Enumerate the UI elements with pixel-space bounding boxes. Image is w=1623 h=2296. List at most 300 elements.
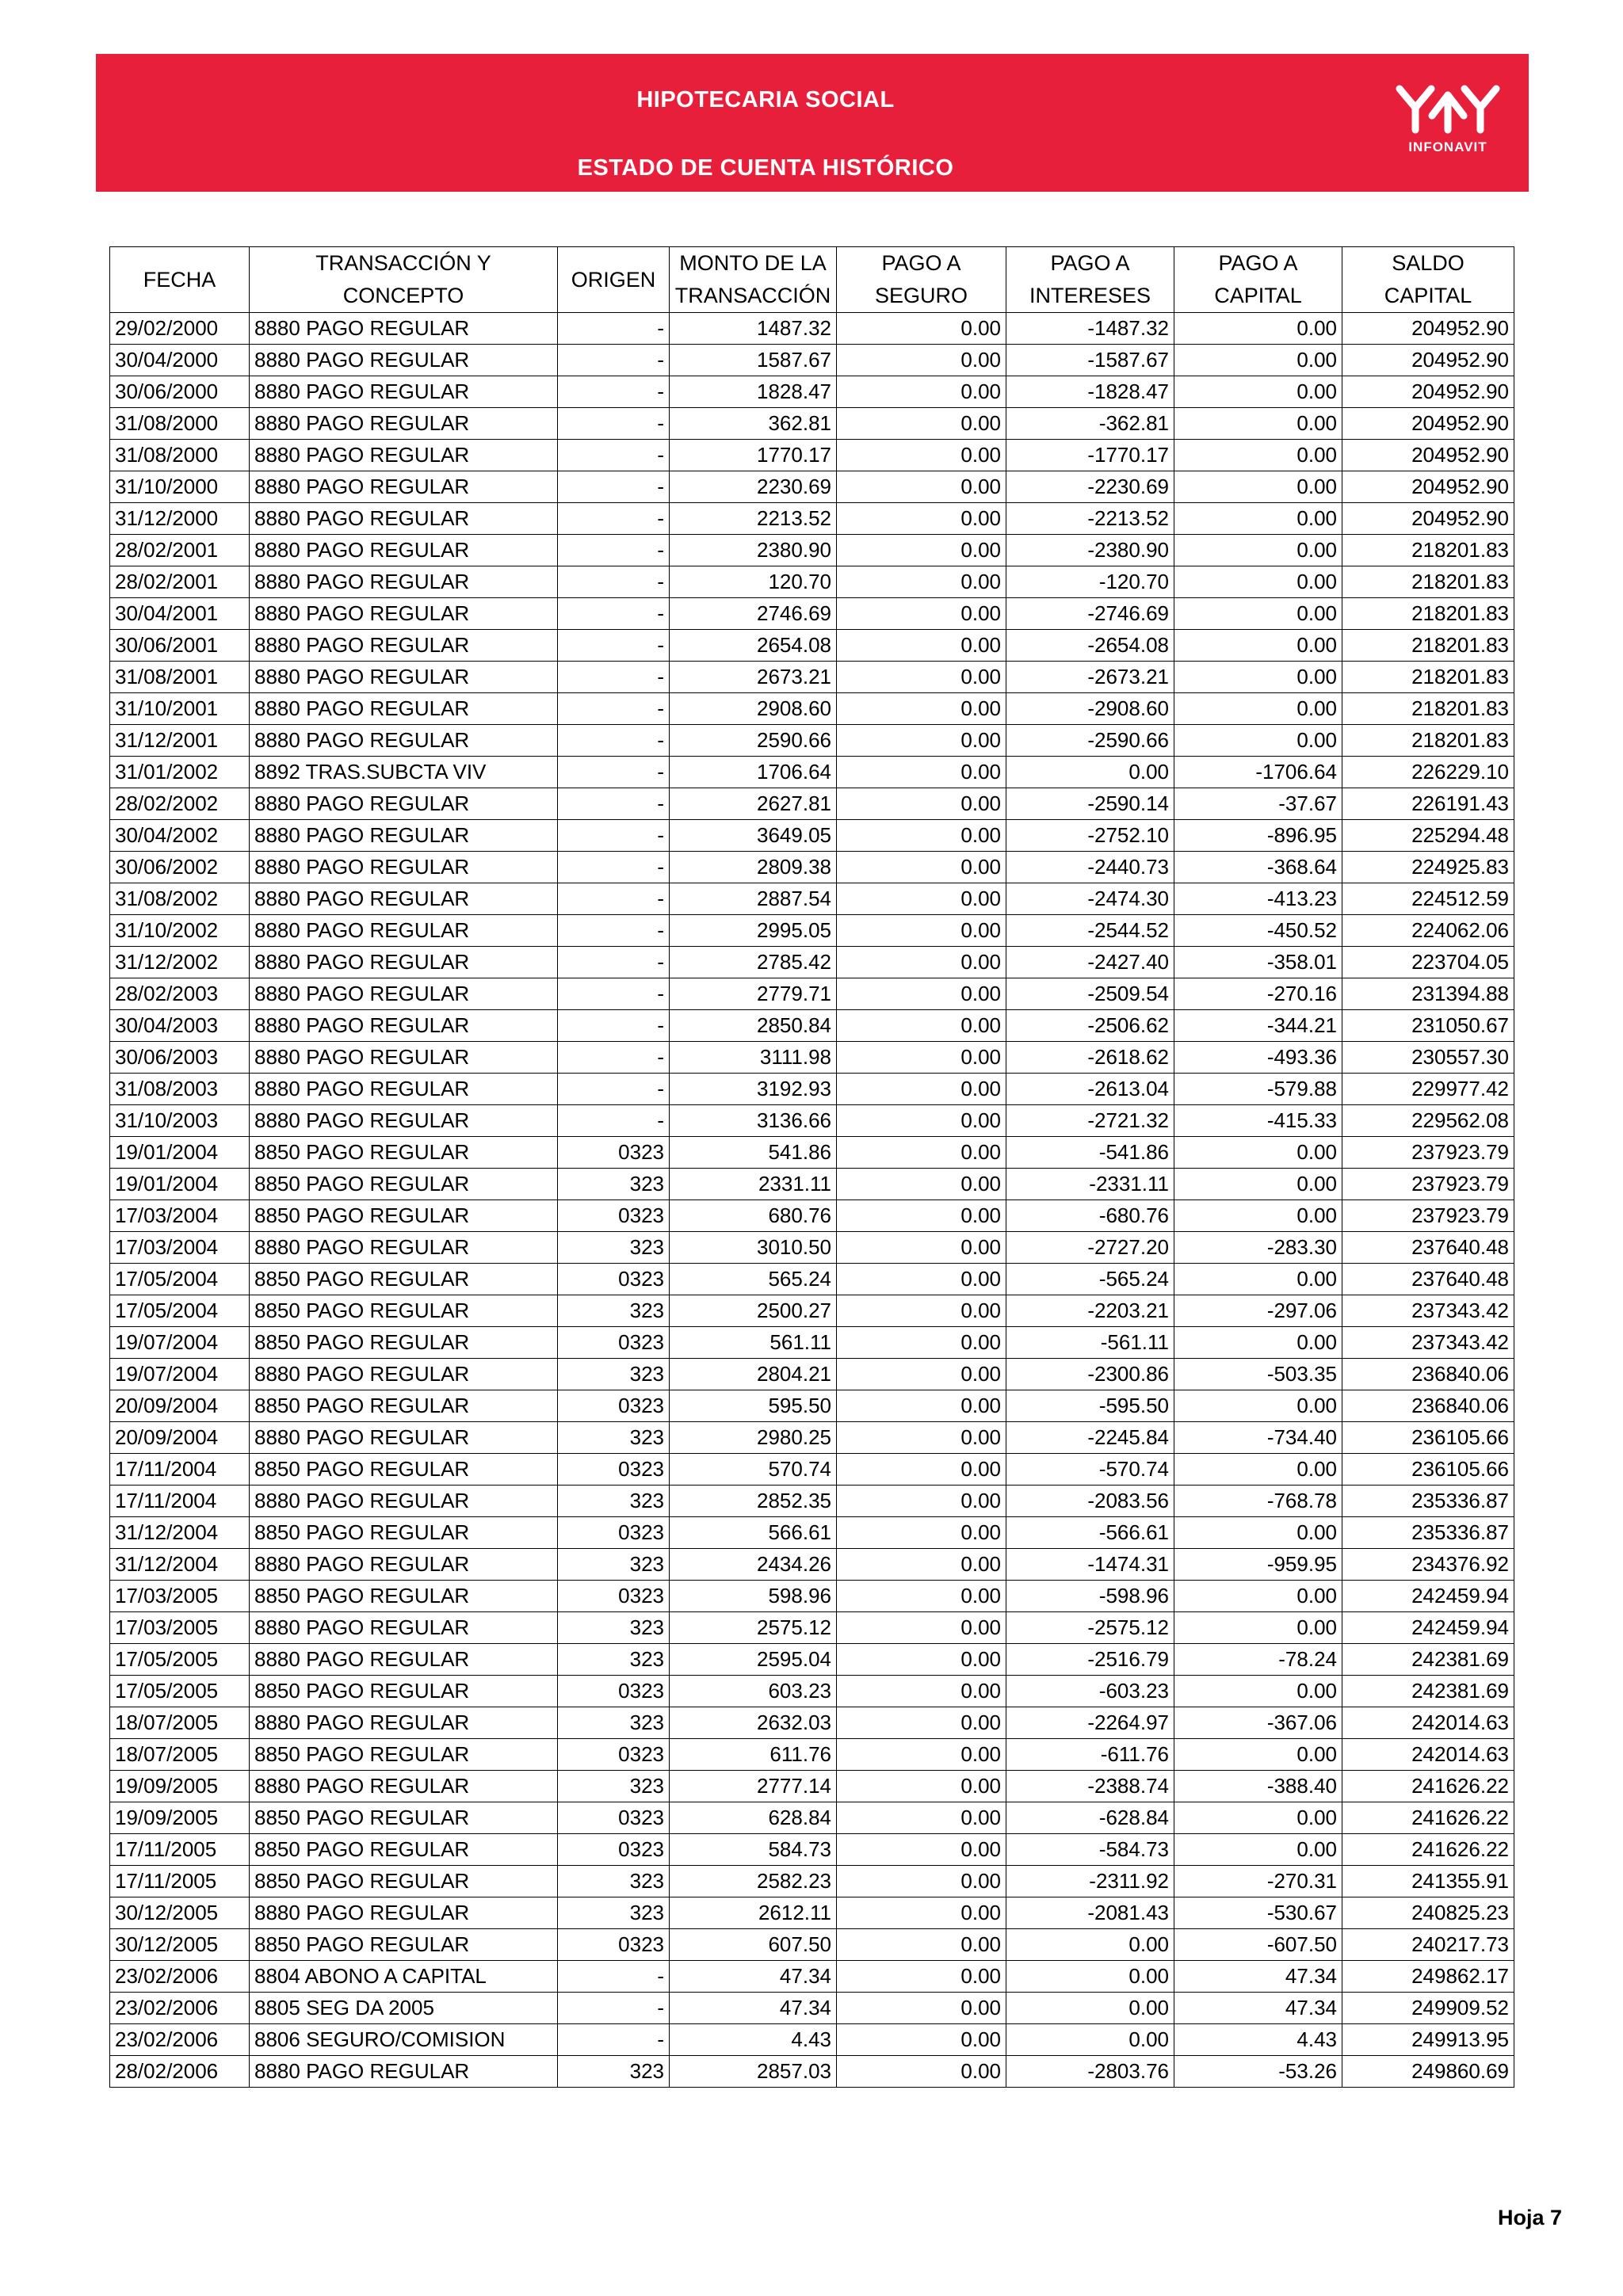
cell-fecha: 18/07/2005 <box>110 1739 250 1771</box>
cell-origen: - <box>558 535 670 566</box>
cell-pago-capital: -415.33 <box>1174 1105 1342 1137</box>
cell-pago-seguro: 0.00 <box>837 2024 1006 2056</box>
cell-pago-seguro: 0.00 <box>837 693 1006 725</box>
cell-pago-seguro: 0.00 <box>837 1390 1006 1422</box>
cell-saldo-capital: 225294.48 <box>1342 820 1514 852</box>
cell-pago-intereses: -2083.56 <box>1006 1486 1174 1517</box>
cell-pago-seguro: 0.00 <box>837 630 1006 662</box>
cell-monto-transaccion: 2779.71 <box>670 978 837 1010</box>
cell-transaccion-concepto: 8880 PAGO REGULAR <box>250 598 558 630</box>
cell-pago-intereses: -595.50 <box>1006 1390 1174 1422</box>
table-row <box>110 1802 1514 1834</box>
cell-fecha: 20/09/2004 <box>110 1422 250 1454</box>
cell-saldo-capital: 229562.08 <box>1342 1105 1514 1137</box>
cell-pago-intereses: -1828.47 <box>1006 376 1174 408</box>
table-row <box>110 662 1514 693</box>
cell-saldo-capital: 235336.87 <box>1342 1486 1514 1517</box>
cell-monto-transaccion: 566.61 <box>670 1517 837 1549</box>
cell-monto-transaccion: 2612.11 <box>670 1897 837 1929</box>
cell-transaccion-concepto: 8850 PAGO REGULAR <box>250 1581 558 1612</box>
cell-saldo-capital: 204952.90 <box>1342 503 1514 535</box>
cell-pago-intereses: -2618.62 <box>1006 1042 1174 1074</box>
cell-origen: - <box>558 471 670 503</box>
cell-transaccion-concepto: 8880 PAGO REGULAR <box>250 1707 558 1739</box>
cell-pago-seguro: 0.00 <box>837 1771 1006 1802</box>
cell-fecha: 30/04/2002 <box>110 820 250 852</box>
cell-transaccion-concepto: 8850 PAGO REGULAR <box>250 1390 558 1422</box>
cell-origen: 0323 <box>558 1929 670 1961</box>
cell-pago-intereses: -1770.17 <box>1006 440 1174 471</box>
cell-origen: 323 <box>558 1771 670 1802</box>
cell-pago-seguro: 0.00 <box>837 408 1006 440</box>
cell-transaccion-concepto: 8850 PAGO REGULAR <box>250 1454 558 1486</box>
cell-fecha: 31/08/2001 <box>110 662 250 693</box>
cell-pago-seguro: 0.00 <box>837 566 1006 598</box>
cell-fecha: 28/02/2001 <box>110 566 250 598</box>
cell-fecha: 17/05/2004 <box>110 1295 250 1327</box>
cell-monto-transaccion: 362.81 <box>670 408 837 440</box>
cell-pago-seguro: 0.00 <box>837 1834 1006 1866</box>
cell-pago-intereses: -2803.76 <box>1006 2056 1174 2088</box>
cell-saldo-capital: 234376.92 <box>1342 1549 1514 1581</box>
cell-fecha: 17/05/2005 <box>110 1644 250 1676</box>
cell-monto-transaccion: 47.34 <box>670 1993 837 2024</box>
cell-origen: 323 <box>558 1897 670 1929</box>
cell-fecha: 23/02/2006 <box>110 2024 250 2056</box>
cell-transaccion-concepto: 8880 PAGO REGULAR <box>250 535 558 566</box>
cell-saldo-capital: 237640.48 <box>1342 1264 1514 1295</box>
cell-pago-intereses: -2673.21 <box>1006 662 1174 693</box>
cell-fecha: 17/03/2004 <box>110 1200 250 1232</box>
cell-fecha: 31/08/2002 <box>110 883 250 915</box>
cell-fecha: 31/12/2004 <box>110 1549 250 1581</box>
table-row <box>110 757 1514 788</box>
cell-pago-capital: 0.00 <box>1174 1200 1342 1232</box>
column-header-monto-transaccion <box>670 247 837 313</box>
cell-transaccion-concepto: 8850 PAGO REGULAR <box>250 1200 558 1232</box>
cell-transaccion-concepto: 8880 PAGO REGULAR <box>250 1897 558 1929</box>
cell-pago-intereses: -2590.14 <box>1006 788 1174 820</box>
cell-origen: - <box>558 1993 670 2024</box>
cell-origen: - <box>558 1961 670 1993</box>
cell-origen: - <box>558 630 670 662</box>
table-header-row <box>110 247 1514 313</box>
cell-pago-capital: 0.00 <box>1174 1137 1342 1169</box>
cell-pago-seguro: 0.00 <box>837 1802 1006 1834</box>
column-header-line1: PAGO A <box>1050 251 1130 275</box>
table-row <box>110 1105 1514 1137</box>
cell-pago-capital: -503.35 <box>1174 1359 1342 1390</box>
column-header-pago-intereses <box>1006 247 1174 313</box>
cell-pago-capital: 0.00 <box>1174 345 1342 376</box>
cell-pago-capital: 0.00 <box>1174 440 1342 471</box>
cell-origen: 0323 <box>558 1454 670 1486</box>
table-row <box>110 1644 1514 1676</box>
table-row <box>110 1581 1514 1612</box>
cell-monto-transaccion: 2434.26 <box>670 1549 837 1581</box>
cell-transaccion-concepto: 8880 PAGO REGULAR <box>250 630 558 662</box>
cell-saldo-capital: 226229.10 <box>1342 757 1514 788</box>
cell-pago-capital: -368.64 <box>1174 852 1342 883</box>
cell-monto-transaccion: 3111.98 <box>670 1042 837 1074</box>
cell-monto-transaccion: 2595.04 <box>670 1644 837 1676</box>
page-number: Hoja 7 <box>1498 2206 1563 2229</box>
cell-fecha: 31/12/2000 <box>110 503 250 535</box>
cell-transaccion-concepto: 8850 PAGO REGULAR <box>250 1929 558 1961</box>
cell-transaccion-concepto: 8850 PAGO REGULAR <box>250 1834 558 1866</box>
cell-pago-intereses: 0.00 <box>1006 757 1174 788</box>
cell-pago-intereses: -2516.79 <box>1006 1644 1174 1676</box>
cell-origen: - <box>558 313 670 345</box>
cell-pago-intereses: -2440.73 <box>1006 852 1174 883</box>
cell-pago-seguro: 0.00 <box>837 1010 1006 1042</box>
cell-pago-intereses: -1474.31 <box>1006 1549 1174 1581</box>
cell-fecha: 17/11/2005 <box>110 1866 250 1897</box>
cell-pago-capital: 0.00 <box>1174 1834 1342 1866</box>
cell-pago-intereses: -584.73 <box>1006 1834 1174 1866</box>
cell-saldo-capital: 224062.06 <box>1342 915 1514 947</box>
cell-fecha: 17/03/2005 <box>110 1612 250 1644</box>
cell-saldo-capital: 237343.42 <box>1342 1327 1514 1359</box>
cell-pago-seguro: 0.00 <box>837 725 1006 757</box>
cell-pago-intereses: -2388.74 <box>1006 1771 1174 1802</box>
cell-pago-seguro: 0.00 <box>837 2056 1006 2088</box>
cell-pago-intereses: -120.70 <box>1006 566 1174 598</box>
cell-pago-capital: 0.00 <box>1174 662 1342 693</box>
cell-pago-capital: 0.00 <box>1174 376 1342 408</box>
cell-monto-transaccion: 2852.35 <box>670 1486 837 1517</box>
cell-monto-transaccion: 2500.27 <box>670 1295 837 1327</box>
cell-saldo-capital: 237343.42 <box>1342 1295 1514 1327</box>
cell-saldo-capital: 204952.90 <box>1342 471 1514 503</box>
cell-monto-transaccion: 2632.03 <box>670 1707 837 1739</box>
cell-pago-capital: 0.00 <box>1174 313 1342 345</box>
cell-pago-capital: 0.00 <box>1174 566 1342 598</box>
cell-pago-seguro: 0.00 <box>837 1897 1006 1929</box>
cell-transaccion-concepto: 8880 PAGO REGULAR <box>250 947 558 978</box>
cell-saldo-capital: 218201.83 <box>1342 693 1514 725</box>
column-header-line1: SALDO <box>1392 251 1465 275</box>
cell-origen: 0323 <box>558 1739 670 1771</box>
table-row <box>110 535 1514 566</box>
cell-monto-transaccion: 607.50 <box>670 1929 837 1961</box>
cell-pago-intereses: -570.74 <box>1006 1454 1174 1486</box>
cell-fecha: 30/06/2002 <box>110 852 250 883</box>
table-row <box>110 1010 1514 1042</box>
cell-monto-transaccion: 2673.21 <box>670 662 837 693</box>
table-row <box>110 1264 1514 1295</box>
cell-origen: - <box>558 566 670 598</box>
table-row <box>110 2056 1514 2088</box>
cell-fecha: 23/02/2006 <box>110 1961 250 1993</box>
cell-pago-intereses: -2506.62 <box>1006 1010 1174 1042</box>
cell-origen: 0323 <box>558 1834 670 1866</box>
cell-pago-capital: 0.00 <box>1174 1802 1342 1834</box>
cell-pago-intereses: -2380.90 <box>1006 535 1174 566</box>
cell-saldo-capital: 249860.69 <box>1342 2056 1514 2088</box>
cell-pago-intereses: -2721.32 <box>1006 1105 1174 1137</box>
table-row <box>110 788 1514 820</box>
cell-saldo-capital: 242014.63 <box>1342 1739 1514 1771</box>
cell-origen: 0323 <box>558 1264 670 1295</box>
cell-pago-intereses: -541.86 <box>1006 1137 1174 1169</box>
cell-monto-transaccion: 2575.12 <box>670 1612 837 1644</box>
cell-origen: 323 <box>558 1169 670 1200</box>
cell-pago-capital: 0.00 <box>1174 1454 1342 1486</box>
cell-pago-seguro: 0.00 <box>837 440 1006 471</box>
table-row <box>110 440 1514 471</box>
cell-saldo-capital: 230557.30 <box>1342 1042 1514 1074</box>
cell-pago-capital: -450.52 <box>1174 915 1342 947</box>
cell-saldo-capital: 237640.48 <box>1342 1232 1514 1264</box>
cell-transaccion-concepto: 8880 PAGO REGULAR <box>250 978 558 1010</box>
cell-pago-seguro: 0.00 <box>837 788 1006 820</box>
cell-fecha: 31/01/2002 <box>110 757 250 788</box>
cell-monto-transaccion: 2804.21 <box>670 1359 837 1390</box>
cell-transaccion-concepto: 8880 PAGO REGULAR <box>250 313 558 345</box>
cell-origen: 0323 <box>558 1517 670 1549</box>
cell-monto-transaccion: 541.86 <box>670 1137 837 1169</box>
cell-pago-intereses: -2590.66 <box>1006 725 1174 757</box>
cell-pago-capital: -344.21 <box>1174 1010 1342 1042</box>
cell-fecha: 17/11/2004 <box>110 1486 250 1517</box>
cell-pago-seguro: 0.00 <box>837 1581 1006 1612</box>
cell-fecha: 28/02/2002 <box>110 788 250 820</box>
cell-saldo-capital: 237923.79 <box>1342 1169 1514 1200</box>
cell-saldo-capital: 249913.95 <box>1342 2024 1514 2056</box>
cell-transaccion-concepto: 8850 PAGO REGULAR <box>250 1264 558 1295</box>
cell-pago-intereses: -2613.04 <box>1006 1074 1174 1105</box>
cell-monto-transaccion: 584.73 <box>670 1834 837 1866</box>
cell-pago-seguro: 0.00 <box>837 1137 1006 1169</box>
column-header-line1: FECHA <box>143 267 216 292</box>
cell-pago-capital: -78.24 <box>1174 1644 1342 1676</box>
cell-origen: 0323 <box>558 1200 670 1232</box>
cell-monto-transaccion: 2230.69 <box>670 471 837 503</box>
cell-transaccion-concepto: 8880 PAGO REGULAR <box>250 1232 558 1264</box>
infonavit-logo <box>1388 78 1507 166</box>
cell-transaccion-concepto: 8880 PAGO REGULAR <box>250 1549 558 1581</box>
cell-origen: - <box>558 1074 670 1105</box>
cell-pago-capital: -734.40 <box>1174 1422 1342 1454</box>
cell-pago-intereses: -2575.12 <box>1006 1612 1174 1644</box>
cell-transaccion-concepto: 8880 PAGO REGULAR <box>250 788 558 820</box>
cell-transaccion-concepto: 8880 PAGO REGULAR <box>250 1486 558 1517</box>
cell-pago-seguro: 0.00 <box>837 1074 1006 1105</box>
cell-transaccion-concepto: 8850 PAGO REGULAR <box>250 1802 558 1834</box>
cell-transaccion-concepto: 8880 PAGO REGULAR <box>250 820 558 852</box>
cell-fecha: 30/04/2003 <box>110 1010 250 1042</box>
cell-pago-seguro: 0.00 <box>837 1929 1006 1961</box>
table-row <box>110 1993 1514 2024</box>
table-row <box>110 2024 1514 2056</box>
cell-monto-transaccion: 598.96 <box>670 1581 837 1612</box>
cell-origen: - <box>558 1042 670 1074</box>
cell-origen: 323 <box>558 1295 670 1327</box>
cell-origen: - <box>558 345 670 376</box>
cell-saldo-capital: 241626.22 <box>1342 1834 1514 1866</box>
table-row <box>110 376 1514 408</box>
cell-pago-capital: -367.06 <box>1174 1707 1342 1739</box>
cell-pago-intereses: -2427.40 <box>1006 947 1174 978</box>
cell-origen: - <box>558 852 670 883</box>
cell-monto-transaccion: 565.24 <box>670 1264 837 1295</box>
cell-pago-capital: -53.26 <box>1174 2056 1342 2088</box>
cell-pago-seguro: 0.00 <box>837 978 1006 1010</box>
column-header-line2: SEGURO <box>874 284 968 307</box>
cell-pago-intereses: -2544.52 <box>1006 915 1174 947</box>
cell-pago-intereses: 0.00 <box>1006 1961 1174 1993</box>
table-row <box>110 1169 1514 1200</box>
cell-fecha: 19/01/2004 <box>110 1169 250 1200</box>
cell-pago-intereses: -565.24 <box>1006 1264 1174 1295</box>
table-row <box>110 1074 1514 1105</box>
cell-saldo-capital: 204952.90 <box>1342 440 1514 471</box>
cell-saldo-capital: 236840.06 <box>1342 1390 1514 1422</box>
cell-pago-seguro: 0.00 <box>837 1169 1006 1200</box>
cell-saldo-capital: 204952.90 <box>1342 408 1514 440</box>
cell-saldo-capital: 241626.22 <box>1342 1771 1514 1802</box>
cell-fecha: 31/12/2001 <box>110 725 250 757</box>
cell-pago-capital: 0.00 <box>1174 630 1342 662</box>
cell-saldo-capital: 242459.94 <box>1342 1612 1514 1644</box>
cell-pago-intereses: -362.81 <box>1006 408 1174 440</box>
cell-pago-capital: -607.50 <box>1174 1929 1342 1961</box>
cell-origen: - <box>558 1010 670 1042</box>
cell-origen: - <box>558 978 670 1010</box>
cell-saldo-capital: 204952.90 <box>1342 313 1514 345</box>
cell-pago-seguro: 0.00 <box>837 1422 1006 1454</box>
cell-saldo-capital: 242459.94 <box>1342 1581 1514 1612</box>
cell-pago-capital: -493.36 <box>1174 1042 1342 1074</box>
cell-origen: - <box>558 725 670 757</box>
cell-pago-seguro: 0.00 <box>837 1866 1006 1897</box>
cell-saldo-capital: 237923.79 <box>1342 1200 1514 1232</box>
cell-pago-seguro: 0.00 <box>837 1993 1006 2024</box>
cell-transaccion-concepto: 8850 PAGO REGULAR <box>250 1137 558 1169</box>
cell-transaccion-concepto: 8880 PAGO REGULAR <box>250 725 558 757</box>
header-banner <box>96 54 1529 192</box>
cell-monto-transaccion: 3010.50 <box>670 1232 837 1264</box>
cell-fecha: 31/08/2003 <box>110 1074 250 1105</box>
cell-pago-capital: 0.00 <box>1174 725 1342 757</box>
cell-fecha: 30/04/2000 <box>110 345 250 376</box>
cell-origen: - <box>558 915 670 947</box>
cell-saldo-capital: 237923.79 <box>1342 1137 1514 1169</box>
cell-saldo-capital: 242381.69 <box>1342 1676 1514 1707</box>
cell-monto-transaccion: 2887.54 <box>670 883 837 915</box>
cell-origen: 323 <box>558 1549 670 1581</box>
cell-monto-transaccion: 1706.64 <box>670 757 837 788</box>
logo-text: INFONAVIT <box>1408 139 1487 154</box>
column-header-line2: TRANSACCIÓN <box>674 284 831 307</box>
cell-pago-capital: 47.34 <box>1174 1993 1342 2024</box>
column-header-transaccion-concepto <box>250 247 558 313</box>
cell-transaccion-concepto: 8880 PAGO REGULAR <box>250 471 558 503</box>
cell-pago-intereses: -2081.43 <box>1006 1897 1174 1929</box>
cell-fecha: 17/03/2004 <box>110 1232 250 1264</box>
cell-transaccion-concepto: 8880 PAGO REGULAR <box>250 883 558 915</box>
column-header-saldo-capital <box>1342 247 1514 313</box>
cell-fecha: 23/02/2006 <box>110 1993 250 2024</box>
cell-monto-transaccion: 595.50 <box>670 1390 837 1422</box>
table-row <box>110 883 1514 915</box>
cell-pago-seguro: 0.00 <box>837 1486 1006 1517</box>
column-header-line1: MONTO DE LA <box>679 251 827 275</box>
cell-transaccion-concepto: 8850 PAGO REGULAR <box>250 1517 558 1549</box>
cell-fecha: 28/02/2001 <box>110 535 250 566</box>
cell-monto-transaccion: 120.70 <box>670 566 837 598</box>
cell-pago-seguro: 0.00 <box>837 915 1006 947</box>
cell-pago-seguro: 0.00 <box>837 852 1006 883</box>
cell-origen: 0323 <box>558 1137 670 1169</box>
cell-pago-intereses: -2654.08 <box>1006 630 1174 662</box>
cell-origen: - <box>558 503 670 535</box>
table-row <box>110 1422 1514 1454</box>
table-row <box>110 1359 1514 1390</box>
table-row <box>110 1200 1514 1232</box>
cell-saldo-capital: 223704.05 <box>1342 947 1514 978</box>
cell-origen: - <box>558 788 670 820</box>
cell-fecha: 29/02/2000 <box>110 313 250 345</box>
table-body <box>110 313 1514 2088</box>
cell-origen: - <box>558 757 670 788</box>
cell-saldo-capital: 235336.87 <box>1342 1517 1514 1549</box>
cell-fecha: 17/11/2004 <box>110 1454 250 1486</box>
cell-fecha: 31/08/2000 <box>110 408 250 440</box>
cell-pago-capital: 0.00 <box>1174 471 1342 503</box>
cell-pago-capital: -297.06 <box>1174 1295 1342 1327</box>
cell-pago-intereses: -2474.30 <box>1006 883 1174 915</box>
cell-pago-seguro: 0.00 <box>837 471 1006 503</box>
cell-transaccion-concepto: 8880 PAGO REGULAR <box>250 566 558 598</box>
column-header-line2: CONCEPTO <box>342 284 464 307</box>
cell-origen: - <box>558 440 670 471</box>
cell-pago-seguro: 0.00 <box>837 1232 1006 1264</box>
cell-transaccion-concepto: 8880 PAGO REGULAR <box>250 440 558 471</box>
cell-pago-capital: -959.95 <box>1174 1549 1342 1581</box>
table-row <box>110 1961 1514 1993</box>
cell-monto-transaccion: 1587.67 <box>670 345 837 376</box>
cell-origen: - <box>558 376 670 408</box>
cell-pago-capital: 0.00 <box>1174 1581 1342 1612</box>
cell-monto-transaccion: 3192.93 <box>670 1074 837 1105</box>
cell-transaccion-concepto: 8880 PAGO REGULAR <box>250 1359 558 1390</box>
table-row <box>110 1137 1514 1169</box>
cell-monto-transaccion: 680.76 <box>670 1200 837 1232</box>
cell-pago-capital: 0.00 <box>1174 1327 1342 1359</box>
cell-fecha: 20/09/2004 <box>110 1390 250 1422</box>
cell-monto-transaccion: 2777.14 <box>670 1771 837 1802</box>
column-header-line1: PAGO A <box>1218 251 1298 275</box>
cell-origen: - <box>558 1105 670 1137</box>
table-row <box>110 471 1514 503</box>
cell-pago-intereses: 0.00 <box>1006 2024 1174 2056</box>
table-row <box>110 915 1514 947</box>
column-header-line2: CAPITAL <box>1214 284 1302 307</box>
table-row <box>110 345 1514 376</box>
cell-transaccion-concepto: 8880 PAGO REGULAR <box>250 1612 558 1644</box>
cell-pago-seguro: 0.00 <box>837 1739 1006 1771</box>
cell-transaccion-concepto: 8880 PAGO REGULAR <box>250 1042 558 1074</box>
cell-pago-capital: 0.00 <box>1174 1612 1342 1644</box>
table-row <box>110 1232 1514 1264</box>
cell-origen: 323 <box>558 1707 670 1739</box>
table-row <box>110 1834 1514 1866</box>
cell-transaccion-concepto: 8880 PAGO REGULAR <box>250 1771 558 1802</box>
cell-pago-seguro: 0.00 <box>837 662 1006 693</box>
cell-transaccion-concepto: 8880 PAGO REGULAR <box>250 376 558 408</box>
